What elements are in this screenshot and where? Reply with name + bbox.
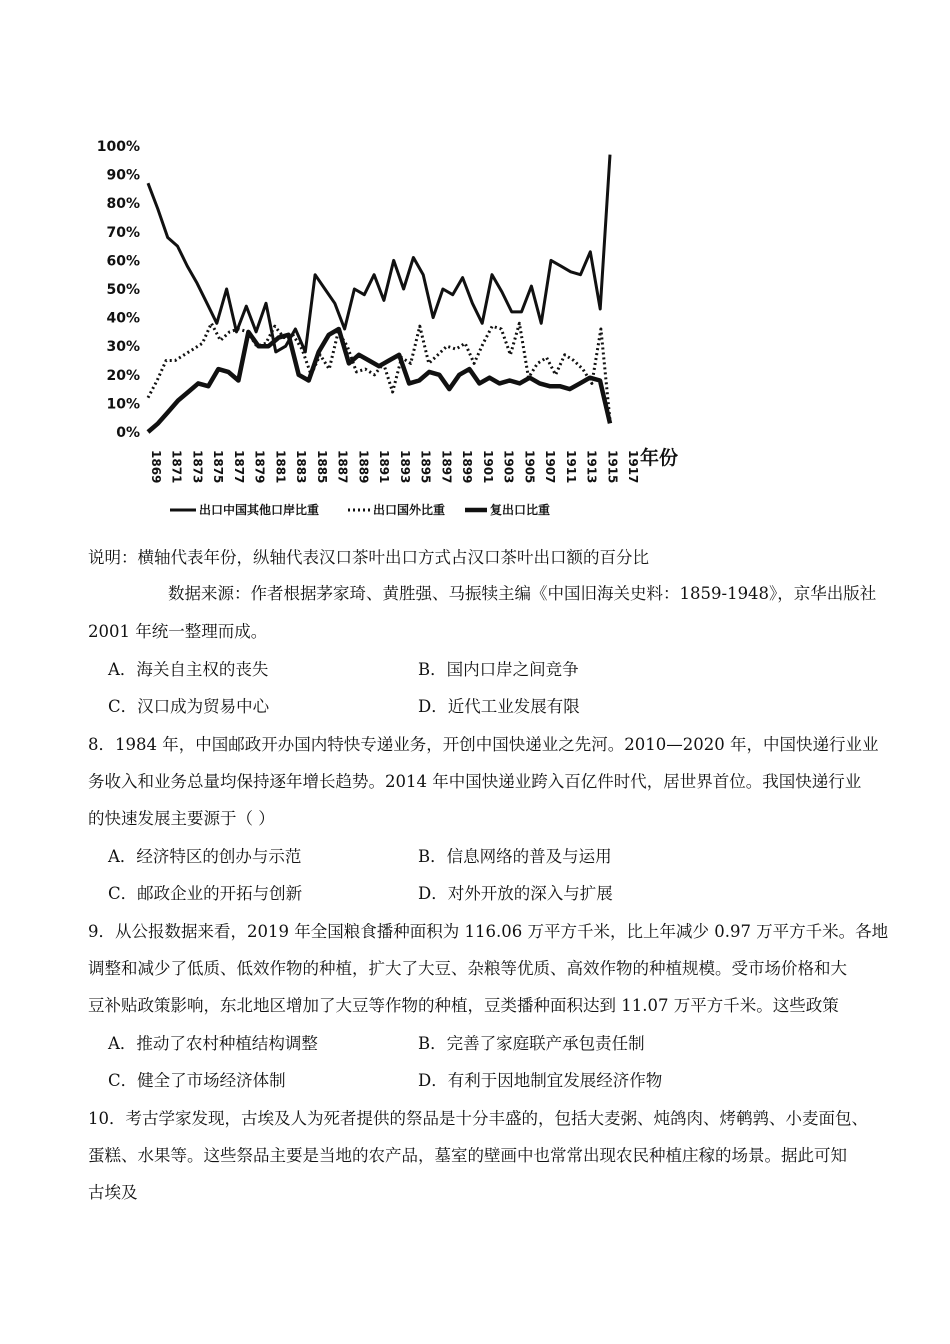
x-axis-label: 年份: [640, 447, 679, 469]
x-tick-label: 1907: [543, 450, 558, 484]
data-source-line-1: 数据来源：作者根据茅家琦、黄胜强、马振犊主编《中国旧海关史料：1859-1948》，京华出版社: [168, 584, 877, 603]
q9-stem-line-1: 9．从公报数据来看，2019 年全国粮食播种面积为 116.06 万平方千米，比上年减少 0.97 万平方千米。各地: [88, 922, 889, 941]
q9-stem-line-3: 豆补贴政策影响，东北地区增加了大豆等作物的种植，豆类播种面积达到 11.07 万平方千米。这些政策: [88, 996, 839, 1015]
chart-caption: 说明：横轴代表年份，纵轴代表汉口茶叶出口方式占汉口茶叶出口额的百分比: [88, 548, 649, 567]
x-tick-label: 1903: [501, 450, 516, 484]
legend-label: 出口国外比重: [373, 503, 446, 517]
y-tick-label: 10%: [106, 396, 140, 413]
q8-option-a: A．经济特区的创办与示范: [108, 847, 302, 866]
legend-label: 出口中国其他口岸比重: [199, 503, 320, 517]
x-tick-label: 1877: [231, 450, 246, 484]
y-axis-ticks: [97, 139, 140, 441]
x-tick-label: 1879: [252, 450, 267, 484]
q8-option-c: C．邮政企业的开拓与创新: [108, 884, 303, 903]
x-tick-label: 1901: [480, 450, 495, 484]
y-tick-label: 30%: [106, 339, 140, 356]
series-line-solid: [148, 155, 610, 352]
legend-label: 复出口比重: [490, 503, 551, 517]
q8-option-b: B．信息网络的普及与运用: [418, 847, 612, 866]
y-tick-label: 70%: [106, 224, 140, 241]
q9-option-a: A．推动了农村种植结构调整: [108, 1034, 318, 1053]
y-tick-label: 60%: [106, 253, 140, 270]
x-tick-label: 1881: [273, 450, 288, 484]
q9-stem-line-2: 调整和减少了低质、低效作物的种植，扩大了大豆、杂粮等优质、高效作物的种植规模。受市场价格和大: [88, 959, 847, 978]
x-tick-label: 1893: [397, 450, 412, 484]
q8-option-d: D．对外开放的深入与扩展: [418, 884, 613, 903]
q7-option-a: A．海关自主权的丧失: [108, 660, 269, 679]
q7-option-d: D．近代工业发展有限: [418, 697, 580, 716]
series-lines: [148, 155, 610, 432]
x-tick-label: 1869: [149, 450, 163, 484]
x-tick-label: 1915: [605, 450, 620, 484]
q10-stem-line-2: 蛋糕、水果等。这些祭品主要是当地的农产品，墓室的壁画中也常常出现农民种植庄稼的场景。据此可知: [88, 1146, 847, 1165]
x-tick-label: 1885: [314, 450, 329, 484]
x-tick-label: 1891: [377, 450, 392, 484]
x-tick-label: 1871: [169, 450, 184, 484]
x-tick-label: 1873: [190, 450, 205, 484]
x-tick-label: 1897: [439, 450, 454, 484]
q10-stem-line-1: 10．考古学家发现，古埃及人为死者提供的祭品是十分丰盛的，包括大麦粥、炖鸽肉、烤鹌鹑、小麦面包、: [88, 1109, 868, 1128]
q8-stem-line-2: 务收入和业务总量均保持逐年增长趋势。2014 年中国快递业跨入百亿件时代，居世界首位。我国快递行业: [88, 772, 862, 791]
x-tick-label: 1889: [356, 450, 371, 484]
y-tick-label: 0%: [116, 425, 140, 441]
q8-stem-line-3: 的快速发展主要源于（ ）: [88, 809, 275, 828]
x-tick-label: 1883: [294, 450, 309, 484]
y-tick-label: 40%: [106, 310, 140, 327]
x-tick-label: 1905: [522, 450, 537, 484]
y-tick-label: 20%: [106, 367, 140, 384]
x-tick-label: 1875: [211, 450, 226, 484]
y-tick-label: 50%: [106, 282, 140, 298]
q8-stem-line-1: 8．1984 年，中国邮政开办国内特快专递业务，开创中国快递业之先河。2010—2020 年，中国快递行业业: [88, 735, 879, 754]
tea-export-chart: [80, 120, 700, 540]
q9-option-c: C．健全了市场经济体制: [108, 1071, 286, 1090]
chart-legend: [170, 502, 550, 517]
x-tick-label: 1887: [335, 450, 350, 484]
x-axis-ticks: [149, 450, 640, 483]
q7-option-c: C．汉口成为贸易中心: [108, 697, 270, 716]
y-tick-label: 90%: [106, 167, 140, 184]
y-tick-label: 80%: [106, 196, 140, 213]
q7-option-b: B．国内口岸之间竞争: [418, 660, 579, 679]
q10-stem-line-3: 古埃及: [88, 1183, 138, 1202]
x-tick-label: 1911: [563, 450, 578, 484]
x-tick-label: 1899: [460, 450, 475, 484]
data-source-line-2: 2001 年统一整理而成。: [88, 622, 268, 641]
series-line-thick: [148, 329, 610, 432]
x-tick-label: 1917: [626, 450, 640, 484]
y-tick-label: 100%: [96, 139, 140, 155]
q9-option-d: D．有利于因地制宜发展经济作物: [418, 1071, 663, 1090]
q9-option-b: B．完善了家庭联产承包责任制: [418, 1034, 645, 1053]
x-tick-label: 1895: [418, 450, 433, 484]
x-tick-label: 1913: [584, 450, 599, 484]
